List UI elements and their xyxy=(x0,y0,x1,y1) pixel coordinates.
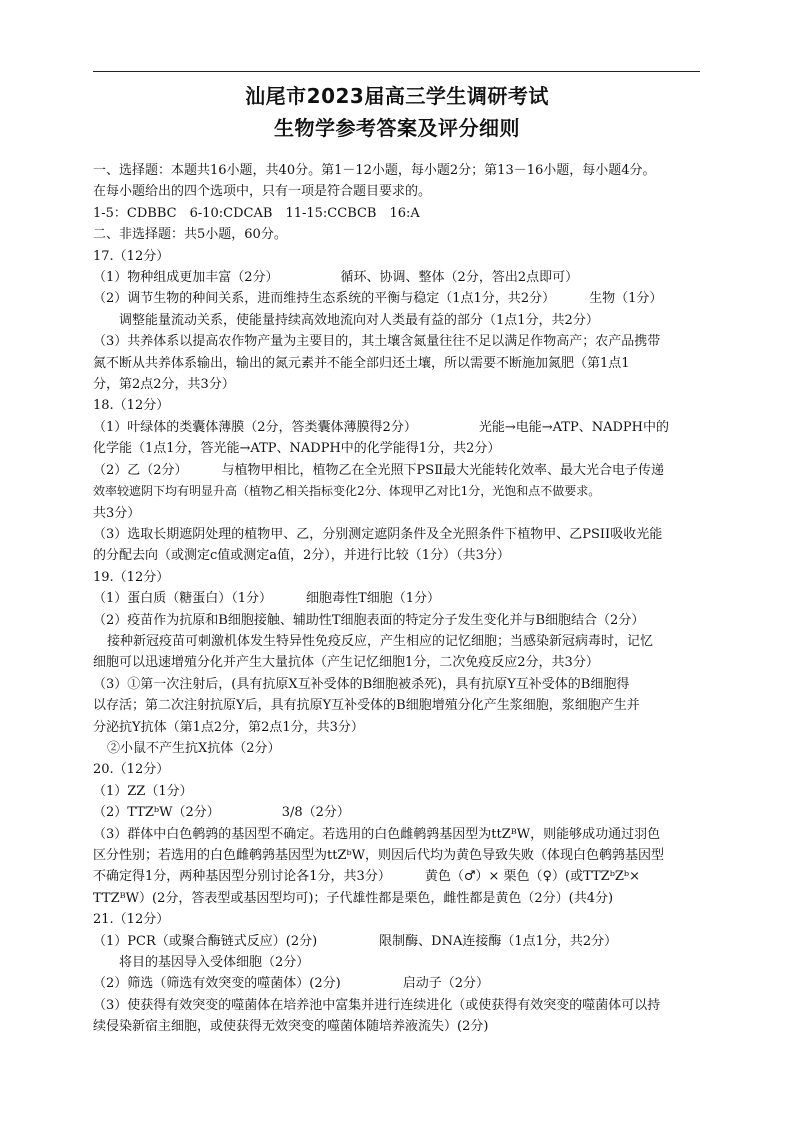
answer-content xyxy=(93,160,707,1038)
q20-a3-l3: 不确定得1分，两种基因型分别讨论各1分，共3分） xyxy=(93,869,391,885)
q18-a2: （2）乙（2分） xyxy=(93,462,188,478)
q18-answer-3-l1: （3）选取长期遮阴处理的植物甲、乙，分别测定遮阴条件及全光照条件下植物甲、乙PSII吸收光能 xyxy=(93,526,663,542)
q19-answer-3-l3: 分泌抗Y抗体（第1点2分，第2点1分，共3分） xyxy=(93,719,364,735)
q18-answer-2-l3: 共3分） xyxy=(93,505,141,521)
q17-heading: 17.（12分） xyxy=(93,248,170,264)
q19-answer-3-l2: 以存活；第二次注射抗原Y后，具有抗原Y互补受体的B细胞增殖分化产生浆细胞，浆细胞产生并 xyxy=(93,698,640,714)
q17-answer-3-l3: 分，第2点2分，共3分） xyxy=(93,377,235,393)
q17-a2b: 生物（1分） xyxy=(589,291,663,307)
q18-answer-2 xyxy=(93,460,707,481)
q21-a1b: 限制酶、DNA连接酶（1点1分，共2分） xyxy=(379,933,618,949)
q21-answer-1 xyxy=(93,931,707,952)
q19-answer-1 xyxy=(93,588,707,609)
q17-a1: （1）物种组成更加丰富（2分） xyxy=(93,270,279,286)
part2-intro: 二、非选择题：共5小题，60分。 xyxy=(93,227,287,243)
q20-heading: 20.（12分） xyxy=(93,762,170,778)
q17-answer-2 xyxy=(93,288,707,309)
q17-a2: （2）调节生物的种间关系，进而维持生态系统的平衡与稳定（1点1分，共2分） xyxy=(93,291,556,307)
q21-a2b: 启动子（2分） xyxy=(402,976,489,992)
q18-answer-1 xyxy=(93,417,707,438)
q20-answer-1: （1）ZZ（1分） xyxy=(93,783,193,799)
q19-answer-3-l4: ②小鼠不产生抗X抗体（2分） xyxy=(107,740,281,756)
q20-a2b: 3/8（2分） xyxy=(281,805,350,821)
q17-answer-3-l2: 氮不断从共养体系输出，输出的氮元素并不能全部归还土壤，所以需要不断施加氮肥（第1点1 xyxy=(93,355,630,371)
top-rule xyxy=(93,71,700,72)
q19-a1b: 细胞毒性T细胞（1分） xyxy=(306,591,440,607)
q21-heading: 21.（12分） xyxy=(93,912,170,928)
q20-answer-3-l4: TTZᴮW）(2分，答表型或基因型均可)；子代雄性都是栗色，雌性都是黄色（2分）(共4分) xyxy=(93,890,614,906)
q20-answer-3-l3 xyxy=(93,866,707,887)
page-title: 汕尾市2023届高三学生调研考试 xyxy=(245,84,549,108)
q17-answer-1 xyxy=(93,267,707,288)
q18-answer-2-l2: 效率较遮阴下均有明显升高（植物乙相关指标变化2分、体现甲乙对比1分，光饱和点不做要求。 xyxy=(93,484,601,499)
q19-a1: （1）蛋白质（糖蛋白）（1分） xyxy=(93,591,273,607)
q17-answer-2c: 调整能量流动关系，使能量持续高效地流向对人类最有益的部分（1点1分，共2分） xyxy=(119,312,599,328)
q19-answer-2-l3: 细胞可以迅速增殖分化并产生大量抗体（产生记忆细胞1分，二次免疫反应2分，共3分） xyxy=(93,655,599,671)
part1-intro: 一、选择题：本题共16小题，共40分。第1－12小题，每小题2分；第13－16小题，每小题4分。 xyxy=(93,163,656,178)
q20-a3-l3b: 黄色（♂）× 栗色（♀）(或TTZᵇZᵇ× xyxy=(424,869,641,885)
q17-a1b: 循环、协调、整体（2分，答出2点即可） xyxy=(340,270,579,286)
q19-answer-3-l1: （3）①第一次注射后，(具有抗原X互补受体的B细胞被杀死)，具有抗原Y互补受体的B细胞得 xyxy=(93,676,630,692)
q18-answer-1-l2: 化学能（1点1分，答光能→ATP、NADPH中的化学能得1分，共2分） xyxy=(93,441,501,457)
q21-answer-2 xyxy=(93,973,707,994)
q17-answer-3-l1: （3）共养体系以提高农作物产量为主要目的，其土壤含氮量往往不足以满足作物高产；农产品携带 xyxy=(93,334,661,350)
q20-answer-3-l2: 区分性别；若选用的白色雌鹌鹑基因型为ttZᵇW，则因后代均为黄色导致失败（体现白色鹌鹑基因型 xyxy=(93,848,665,863)
q18-a2b: 与植物甲相比，植物乙在全光照下PSⅡ最大光能转化效率、最大光合电子传递 xyxy=(221,462,665,478)
q21-a2: （2）筛选（筛选有效突变的噬菌体）(2分) xyxy=(93,976,341,992)
q19-answer-2-l2: 接种新冠疫苗可刺激机体发生特异性免疫反应，产生相应的记忆细胞；当感染新冠病毒时，记忆 xyxy=(107,633,654,649)
q21-answer-1c: 将目的基因导入受体细胞（2分） xyxy=(119,955,310,971)
q20-answer-3-l1: （3）群体中白色鹌鹑的基因型不确定。若选用的白色雌鹌鹑基因型为ttZᴮW，则能够成功通过羽色 xyxy=(93,826,661,842)
page-subtitle: 生物学参考答案及评分细则 xyxy=(274,116,520,140)
choice-answers: 1-5：CDBBC 6-10:CDCAB 11-15:CCBCB 16:A xyxy=(93,205,420,221)
q18-a1: （1）叶绿体的类囊体薄膜（2分，答类囊体薄膜得2分） xyxy=(93,419,417,435)
q21-answer-3-l1: （3）使获得有效突变的噬菌体在培养池中富集并进行连续进化（或使获得有效突变的噬菌体可以持 xyxy=(93,997,661,1013)
q21-answer-3-l2: 续侵染新宿主细胞，或使获得无效突变的噬菌体随培养液流失）(2分) xyxy=(93,1019,489,1035)
q19-heading: 19.（12分） xyxy=(93,569,170,585)
q18-a1b: 光能→电能→ATP、NADPH中的 xyxy=(478,419,669,435)
q20-a2: （2）TTZᵇW（2分） xyxy=(93,805,220,821)
q18-answer-3-l2: 的分配去向（或测定c值或测定a值，2分），并进行比较（1分）（共3分） xyxy=(93,548,510,564)
q20-answer-2 xyxy=(93,802,707,823)
part1-intro-2: 在每小题给出的四个选项中，只有一项是符合题目要求的。 xyxy=(93,184,432,200)
q21-a1: （1）PCR（或聚合酶链式反应）(2分) xyxy=(93,933,318,949)
q18-heading: 18.（12分） xyxy=(93,398,170,414)
q19-answer-2: （2）疫苗作为抗原和B细胞接触、辅助性T细胞表面的特定分子发生变化并与B细胞结合（2分） xyxy=(93,612,645,628)
